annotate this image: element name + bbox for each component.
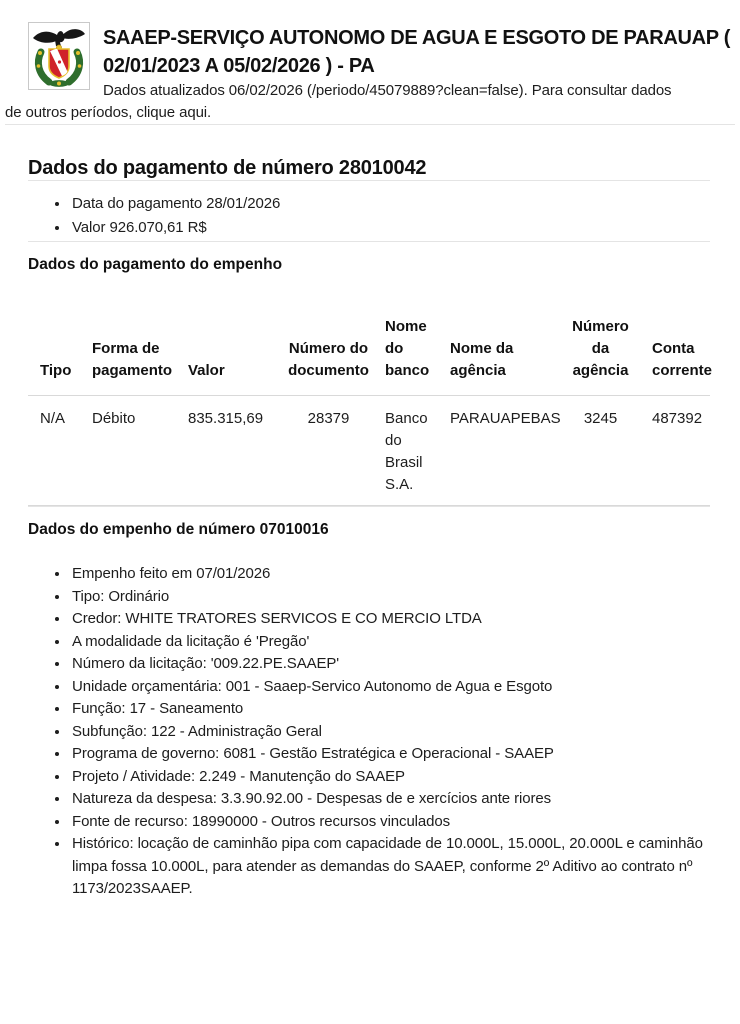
main-content bbox=[28, 125, 713, 901]
empenho-list bbox=[28, 563, 710, 901]
clique-aqui-link[interactable]: clique aqui bbox=[136, 104, 208, 121]
cell-nome-banco: Banco do Brasil S.A. bbox=[377, 396, 440, 506]
list-item: • Função: 17 - Saneamento bbox=[70, 698, 710, 721]
update-note-suffix: . bbox=[207, 104, 212, 121]
header bbox=[5, 0, 735, 124]
coat-of-arms-icon bbox=[28, 22, 90, 90]
cell-nome-agencia: PARAUAPEBAS bbox=[440, 396, 565, 506]
list-item: • Tipo: Ordinário bbox=[70, 586, 710, 609]
list-item: • Fonte de recurso: 18990000 - Outros recursos vinculados bbox=[70, 811, 710, 834]
cell-forma-pagamento: Débito bbox=[84, 396, 180, 506]
cell-valor: 835.315,69 bbox=[180, 396, 280, 506]
payments-table bbox=[28, 316, 713, 506]
cell-conta-corrente: 487392 bbox=[636, 396, 710, 506]
col-header-forma-pagamento: Forma de pagamento bbox=[84, 316, 180, 396]
list-item: • Programa de governo: 6081 - Gestão Estratégica e Operacional - SAAEP bbox=[70, 743, 710, 766]
update-note-text-2 bbox=[5, 102, 735, 124]
cell-numero-agencia: 3245 bbox=[565, 396, 636, 506]
cell-numero-documento: 28379 bbox=[280, 396, 377, 506]
page-title-line: SAAEP-SERVIÇO AUTONOMO DE AGUA E ESGOTO DE PARAUAP ( bbox=[103, 27, 731, 49]
table-header-row bbox=[28, 316, 713, 396]
table-row bbox=[28, 396, 710, 506]
list-item: • Projeto / Atividade: 2.249 - Manutenção do SAAEP bbox=[70, 766, 710, 789]
coat-of-arms-logo bbox=[28, 22, 90, 90]
col-header-tipo: Tipo bbox=[28, 316, 84, 396]
payment-empenho-heading: Dados do pagamento do empenho bbox=[28, 256, 283, 273]
list-item: • Histórico: locação de caminhão pipa com capacidade de 10.000L, 15.000L, 20.000L e caminhão limpa fossa 10.000L, para atender as demandas do SAAEP, conforme 2º Aditivo ao contrato nº 1173/2023SAAEP. bbox=[70, 833, 710, 901]
cell-tipo: N/A bbox=[28, 396, 84, 506]
col-header-numero-agencia: Número da agência bbox=[565, 316, 636, 396]
payment-section-heading: Dados do pagamento de número 28010042 bbox=[28, 157, 427, 179]
empenho-section-heading: Dados do empenho de número 07010016 bbox=[28, 521, 329, 538]
list-item: • Natureza da despesa: 3.3.90.92.00 - Despesas de e xercícios ante riores bbox=[70, 788, 710, 811]
list-item: • Número da licitação: '009.22.PE.SAAEP' bbox=[70, 653, 710, 676]
update-note-text: Dados atualizados 06/02/2026 (/periodo/45079889?clean=false). Para consultar dados bbox=[103, 82, 672, 99]
col-header-nome-agencia: Nome da agência bbox=[440, 316, 565, 396]
list-item: • Data do pagamento 28/01/2026 bbox=[70, 193, 710, 215]
col-header-conta-corrente: Conta corrente bbox=[636, 316, 710, 396]
list-item: • A modalidade da licitação é 'Pregão' bbox=[70, 631, 710, 654]
col-header-valor: Valor bbox=[180, 316, 280, 396]
page-title-line: 02/01/2023 A 05/02/2026 ) - PA bbox=[103, 55, 375, 77]
col-header-numero-documento: Número do documento bbox=[280, 316, 377, 396]
page-title bbox=[5, 0, 735, 80]
list-item: • Subfunção: 122 - Administração Geral bbox=[70, 721, 710, 744]
col-header-nome-banco: Nome do banco bbox=[377, 316, 440, 396]
list-item: • Valor 926.070,61 R$ bbox=[70, 217, 710, 239]
update-note bbox=[5, 80, 735, 124]
list-item: • Credor: WHITE TRATORES SERVICOS E CO MERCIO LTDA bbox=[70, 608, 710, 631]
divider bbox=[28, 180, 710, 181]
payment-list bbox=[28, 193, 710, 239]
list-item: • Unidade orçamentária: 001 - Saaep-Servico Autonomo de Agua e Esgoto bbox=[70, 676, 710, 699]
update-note-prefix: de outros períodos, bbox=[5, 104, 137, 121]
list-item: • Empenho feito em 07/01/2026 bbox=[70, 563, 710, 586]
